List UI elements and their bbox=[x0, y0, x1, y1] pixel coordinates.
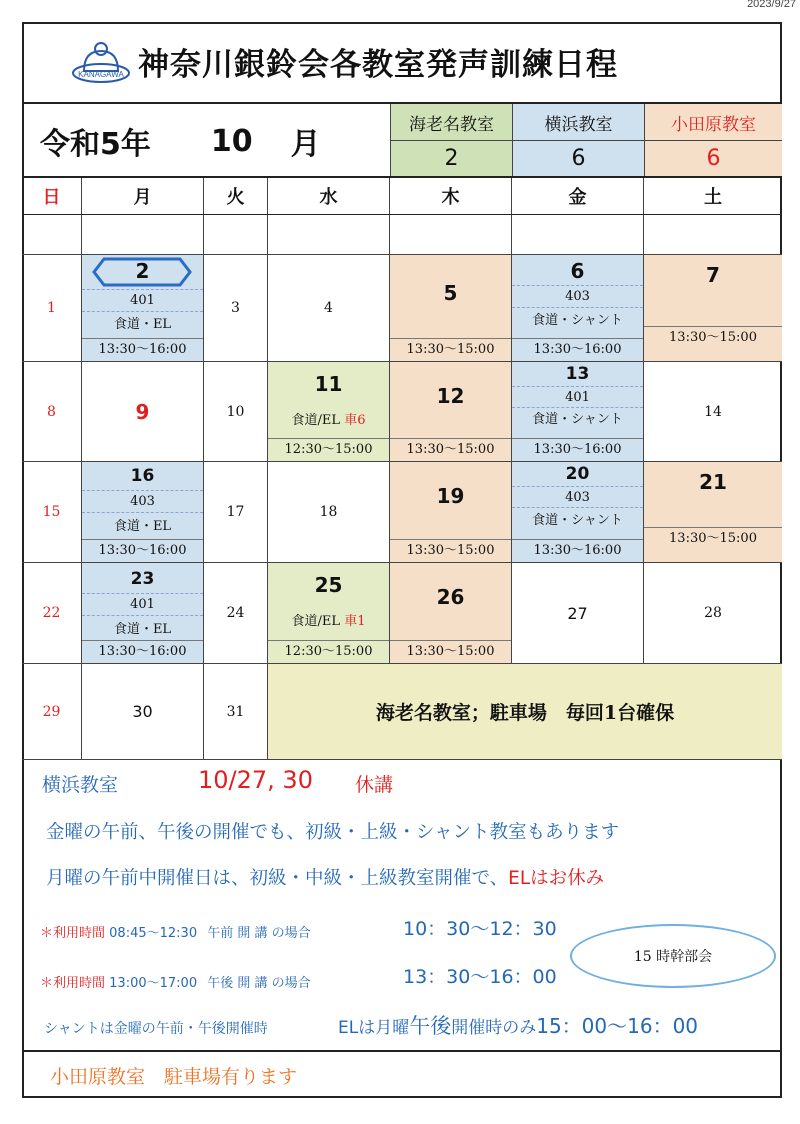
logo-text: KANAGAWA bbox=[78, 70, 124, 79]
day-cell-sat: 28 bbox=[644, 563, 782, 664]
session-time: 13:30〜16:00 bbox=[82, 338, 203, 361]
day-cell-wed: 4 bbox=[268, 255, 390, 362]
session-time: 13:30〜16:00 bbox=[512, 438, 643, 461]
title-bar bbox=[70, 30, 710, 92]
day-number: 20 bbox=[565, 464, 590, 484]
day-number: 5 bbox=[443, 281, 458, 305]
spacer-cell bbox=[644, 215, 782, 255]
weekday-tue: 火 bbox=[204, 178, 268, 214]
session-time: 13:30〜16:00 bbox=[512, 539, 643, 562]
month-unit: 月 bbox=[290, 127, 321, 162]
weekday-wed: 水 bbox=[268, 178, 390, 214]
note-line-friday: 金曜の午前、午後の開催でも、初級・上級・シャント教室もあります bbox=[46, 822, 620, 843]
session-topic: 食道・EL bbox=[82, 311, 203, 337]
spacer-cell bbox=[390, 215, 512, 255]
room-number: 401 bbox=[82, 289, 203, 312]
note-pm-time: 13：30〜16：00 bbox=[403, 966, 557, 988]
day-cell-tue: 10 bbox=[204, 362, 268, 462]
car-count: 車6 bbox=[344, 413, 366, 428]
session-time: 13:30〜16:00 bbox=[82, 640, 203, 663]
day-number: 6 bbox=[570, 259, 585, 283]
spacer-cell bbox=[204, 215, 268, 255]
day-cell-mon-yokohama bbox=[82, 563, 204, 664]
day-number: 12 bbox=[436, 384, 465, 408]
spacer-cell bbox=[22, 215, 82, 255]
note-el-monday: ELは月曜午後開催時のみ15：00〜16：00 bbox=[338, 1014, 699, 1038]
day-cell-sun: 8 bbox=[22, 362, 82, 462]
day-number: 7 bbox=[706, 263, 720, 287]
session-topic: 食道/EL 車1 bbox=[291, 614, 366, 629]
day-number: 2 bbox=[135, 259, 150, 283]
day-cell-wed-ebina bbox=[268, 563, 390, 664]
note-odawara-parking: 小田原教室 駐車場有ります bbox=[50, 1066, 298, 1088]
spacer-cell bbox=[512, 215, 644, 255]
meeting-oval: 15 時幹部会 bbox=[570, 924, 776, 988]
day-number: 13 bbox=[565, 364, 590, 384]
note-pm-hours: ＊利用時間 13:00〜17:00 午後 開 講 の場合 bbox=[40, 976, 311, 991]
day-cell-sun: 22 bbox=[22, 563, 82, 664]
day-cell-tue: 3 bbox=[204, 255, 268, 362]
yokohama-closed-label: 休講 bbox=[355, 774, 394, 796]
day-number: 23 bbox=[130, 569, 155, 589]
day-cell-fri-yokohama bbox=[512, 255, 644, 362]
day-cell-fri-yokohama bbox=[512, 462, 644, 563]
count-ebina: 2 bbox=[390, 140, 512, 176]
day-cell-mon-closed: 30 bbox=[82, 664, 204, 760]
day-cell-sun: 15 bbox=[22, 462, 82, 563]
day-cell-thu-odawara bbox=[390, 563, 512, 664]
classroom-yokohama: 横浜教室 bbox=[512, 104, 644, 140]
footer-divider bbox=[22, 1050, 782, 1052]
session-topic: 食道・シャント bbox=[512, 507, 643, 534]
day-cell-tue: 17 bbox=[204, 462, 268, 563]
room-number: 403 bbox=[512, 285, 643, 308]
day-number: 11 bbox=[314, 372, 343, 396]
note-am-hours: ＊利用時間 08:45〜12:30 午前 開 講 の場合 bbox=[40, 926, 311, 941]
count-odawara: 6 bbox=[644, 140, 782, 176]
weekday-fri: 金 bbox=[512, 178, 644, 214]
session-time: 13:30〜15:00 bbox=[390, 539, 511, 562]
day-cell-sat: 14 bbox=[644, 362, 782, 462]
yokohama-closed-dates: 10/27, 30 bbox=[198, 766, 313, 794]
room-number: 403 bbox=[82, 490, 203, 513]
day-cell-thu-odawara bbox=[390, 255, 512, 362]
session-time: 13:30〜15:00 bbox=[390, 438, 511, 461]
page-title: 神奈川銀鈴会各教室発声訓練日程 bbox=[138, 46, 618, 83]
car-count: 車1 bbox=[344, 614, 366, 629]
count-yokohama: 6 bbox=[512, 140, 644, 176]
spacer-cell bbox=[268, 215, 390, 255]
weekday-thu: 木 bbox=[390, 178, 512, 214]
session-topic: 食道・シャント bbox=[512, 307, 643, 333]
weekday-sun: 日 bbox=[22, 178, 82, 214]
session-time: 12:30〜15:00 bbox=[268, 438, 389, 461]
session-topic: 食道/EL 車6 bbox=[291, 413, 366, 428]
era-year: 令和5年 bbox=[40, 127, 151, 162]
session-topic: 食道・EL bbox=[82, 512, 203, 540]
day-number: 16 bbox=[130, 466, 155, 486]
session-time: 13:30〜16:00 bbox=[82, 539, 203, 562]
note-shunt: シャントは金曜の午前・午後開催時 bbox=[44, 1021, 268, 1037]
day-cell-mon-yokohama bbox=[82, 462, 204, 563]
session-topic: 食道・EL bbox=[82, 615, 203, 643]
day-number: 26 bbox=[436, 585, 465, 609]
day-cell-thu-odawara bbox=[390, 362, 512, 462]
day-number: 25 bbox=[314, 573, 343, 597]
yokohama-label: 横浜教室 bbox=[42, 774, 119, 796]
day-cell-mon-yokohama bbox=[82, 255, 204, 362]
session-time: 13:30〜15:00 bbox=[644, 326, 782, 349]
day-cell-sun: 29 bbox=[22, 664, 82, 760]
day-cell-sat-odawara bbox=[644, 255, 782, 362]
bell-logo-icon bbox=[70, 37, 132, 85]
print-date: 2023/9/27 bbox=[747, 0, 796, 10]
room-number: 403 bbox=[512, 486, 643, 508]
ebina-parking-note: 海老名教室；駐車場 毎回1台確保 bbox=[268, 664, 782, 760]
session-time: 13:30〜16:00 bbox=[512, 338, 643, 361]
note-am-time: 10：30〜12：30 bbox=[403, 918, 557, 940]
month-number: 10 bbox=[210, 123, 253, 159]
weekday-mon: 月 bbox=[82, 178, 204, 214]
day-cell-wed: 18 bbox=[268, 462, 390, 563]
session-topic: 食道・シャント bbox=[512, 407, 643, 432]
classroom-ebina: 海老名教室 bbox=[390, 104, 512, 140]
day-cell-sun: 1 bbox=[22, 255, 82, 362]
day-cell-fri-closed: 27 bbox=[512, 563, 644, 664]
el-off-note: ELはお休み bbox=[508, 868, 605, 889]
note-line-monday: 月曜の午前中開催日は、初級・中級・上級教室開催で、ELはお休み bbox=[46, 868, 605, 889]
room-number: 401 bbox=[82, 593, 203, 616]
session-time: 13:30〜15:00 bbox=[390, 640, 511, 663]
classroom-odawara: 小田原教室 bbox=[644, 104, 782, 140]
session-time: 13:30〜15:00 bbox=[644, 527, 782, 550]
day-cell-tue: 31 bbox=[204, 664, 268, 760]
day-cell-wed-ebina bbox=[268, 362, 390, 462]
weekday-sat: 土 bbox=[704, 187, 722, 208]
day-cell-tue: 24 bbox=[204, 563, 268, 664]
session-time: 13:30〜15:00 bbox=[390, 338, 511, 361]
spacer-cell bbox=[82, 215, 204, 255]
day-cell-sat-odawara bbox=[644, 462, 782, 563]
day-cell-fri-yokohama bbox=[512, 362, 644, 462]
day-number: 21 bbox=[699, 470, 727, 494]
room-number: 401 bbox=[512, 386, 643, 408]
day-cell-thu-odawara bbox=[390, 462, 512, 563]
session-time: 12:30〜15:00 bbox=[268, 640, 389, 663]
day-number: 19 bbox=[436, 484, 465, 508]
month-heading bbox=[40, 108, 390, 174]
day-cell-mon-holiday: 9 bbox=[82, 362, 204, 462]
